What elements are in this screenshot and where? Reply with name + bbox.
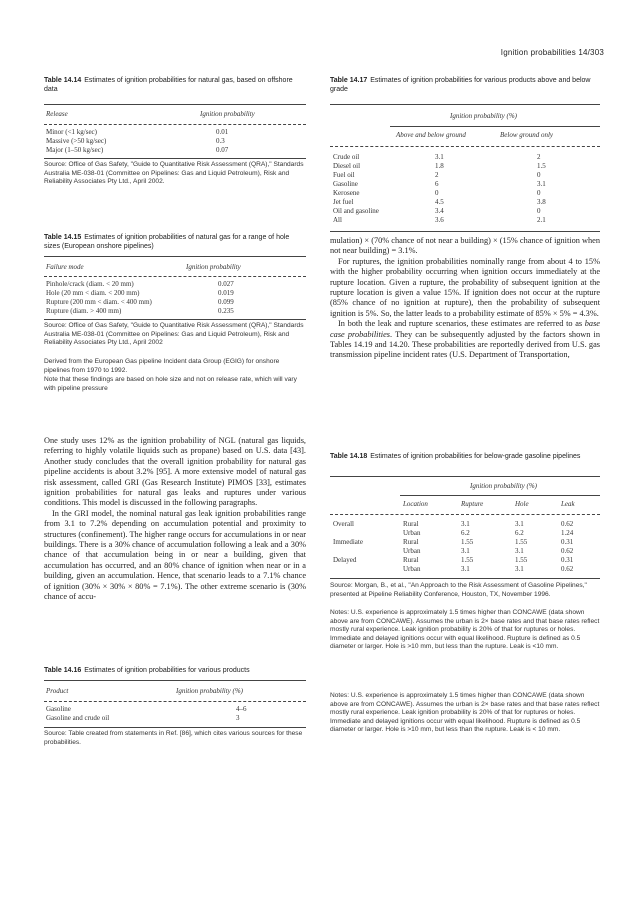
table-rule bbox=[44, 124, 306, 125]
table-label: Table 14.18 bbox=[330, 453, 368, 460]
col-header-ignition-probability: Ignition probability (%) bbox=[176, 687, 244, 695]
caption-text: Estimates of ignition probabilities for various products bbox=[84, 667, 250, 674]
table-row: Overall Rural 3.1 3.1 0.62 bbox=[333, 520, 574, 528]
table-rule bbox=[330, 104, 600, 105]
table-row: Oil and gasoline 3.4 0 bbox=[333, 207, 541, 215]
caption-text: Estimates of ignition probabilities of natural gas for a range of hole sizes (European onshore pipelines) bbox=[44, 234, 290, 250]
table-row: Gasoline 6 3.1 bbox=[333, 180, 546, 188]
col-header-failure-mode: Failure mode bbox=[46, 263, 84, 271]
table-14-18-header bbox=[333, 500, 595, 508]
table-row: Urban 3.1 3.1 0.62 bbox=[403, 547, 574, 555]
col-header-release: Release bbox=[46, 110, 68, 118]
table-row: Immediate Rural 1.55 1.55 0.31 bbox=[333, 538, 574, 546]
paragraph: For ruptures, the ignition probabilities nominally range from about 4 to 15% with the higher probability occurring when ignition occurs immediately at the rupture location. Given a rupture, the probability of subsequent ignition at the rupture location is given a value 15%. If ignition does not occur at the rupture (85% chance of no ignition at rupture), then the probability of subsequent ignition is 5%. So, the latter leads to a probability estimate of 85% × 5% = 4.3%. bbox=[330, 256, 600, 318]
table-14-18-source: Source: Morgan, B., et al., "An Approach to the Risk Assessment of Gasoline Pipelines," presented at Pipeline Reliability Conference, Houston, TX, November 1996. bbox=[330, 582, 587, 598]
table-rule bbox=[330, 578, 600, 579]
table-row: All 3.6 2.1 bbox=[333, 216, 546, 224]
col-header-rupture: Rupture bbox=[461, 500, 484, 508]
table-row: Gasoline and crude oil 3 bbox=[46, 714, 240, 722]
table-14-14 bbox=[46, 128, 286, 155]
running-head: Ignition probabilities 14/303 bbox=[500, 48, 604, 57]
table-rule bbox=[330, 476, 600, 477]
table-row: Rupture (200 mm < diam. < 400 mm) 0.099 bbox=[46, 298, 234, 306]
table-rule bbox=[44, 701, 306, 702]
table-rule bbox=[44, 158, 306, 159]
col-header-ignition-probability: Ignition probability bbox=[186, 263, 241, 271]
table-rule bbox=[44, 104, 306, 105]
table-header-row bbox=[333, 500, 595, 508]
table-rule bbox=[330, 514, 600, 515]
table-row: Major (1–50 kg/sec) 0.07 bbox=[46, 146, 229, 154]
col-header-below-only: Below ground only bbox=[500, 131, 554, 139]
table-row: Urban 3.1 3.1 0.62 bbox=[403, 565, 574, 573]
table-label: Table 14.17 bbox=[330, 77, 368, 84]
table-row: Hole (20 mm < diam. < 200 mm) 0.019 bbox=[46, 289, 234, 297]
table-label: Table 14.16 bbox=[44, 667, 82, 674]
table-rule bbox=[44, 680, 306, 681]
table-row: Delayed Rural 1.55 1.55 0.31 bbox=[333, 556, 574, 564]
table-row: Fuel oil 2 0 bbox=[333, 171, 541, 179]
table-14-15-source: Source: Office of Gas Safety, "Guide to Quantitative Risk Assessment (QRA)," Standards Australia ME-038-01 (Committee on Pipelines: Gas and Liquid Petroleum), Risk and Reliability Associates Pty Ltd., April 2002 bbox=[44, 322, 304, 347]
table-14-16-source: Source: Table created from statements in Ref. [86], which cites various sources for these probabilities. bbox=[44, 730, 303, 746]
col-header-product: Product bbox=[46, 687, 69, 695]
table-rule bbox=[44, 276, 306, 277]
table-rule bbox=[330, 146, 600, 147]
col-header-location: Location bbox=[403, 500, 428, 508]
table-14-17 bbox=[333, 153, 593, 225]
group-header-ignition-probability: Ignition probability (%) bbox=[450, 112, 518, 120]
table-14-18 bbox=[333, 520, 595, 574]
table-rule bbox=[44, 319, 306, 320]
paragraph: mulation) × (70% chance of not near a building) × (15% chance of ignition when not near building) = 3.1%. bbox=[330, 236, 600, 256]
col-header-hole: Hole bbox=[515, 500, 529, 508]
table-14-18-caption bbox=[330, 452, 600, 461]
table-rule bbox=[44, 727, 306, 728]
table-row: Pinhole/crack (diam. < 20 mm) 0.027 bbox=[46, 280, 234, 288]
table-14-14-caption bbox=[44, 76, 306, 94]
table-14-14-source: Source: Office of Gas Safety, "Guide to Quantitative Risk Assessment (QRA)," Standards Australia ME-038-01 (Committee on Pipelines: Gas and Liquid Petroleum), Risk and Reliability Associates Pty Ltd., April 2002. bbox=[44, 161, 304, 186]
table-row: Crude oil 3.1 2 bbox=[333, 153, 541, 161]
table-row: Jet fuel 4.5 3.8 bbox=[333, 198, 546, 206]
right-body-text bbox=[330, 236, 600, 361]
table-14-15-note: Note that these findings are based on hole size and not on release rate, which will vary with pipeline pressure bbox=[44, 376, 297, 392]
col-header-leak: Leak bbox=[561, 500, 575, 508]
table-14-18-notes: Notes: U.S. experience is approximately 1.5 times higher than CONCAWE (data shown above are from CONCAWE). Assumes the urban is 2× base rates and that base rates reflect mostly rural experience. Leak ignition probability is 20% of that for ruptures or holes. Immediate and delayed ignitions occur with equal likelihood. Rupture is defined as 0.5 diameter or larger. Hole is >10 mm, but less than the rupture. Leak is < 10 mm. bbox=[330, 692, 600, 734]
table-row: Kerosene 0 0 bbox=[333, 189, 541, 197]
caption-text: Estimates of ignition probabilities for below-grade gasoline pipelines bbox=[370, 453, 581, 460]
table-rule bbox=[330, 231, 600, 232]
table-label: Table 14.15 bbox=[44, 234, 82, 241]
table-rule bbox=[44, 256, 306, 257]
paragraph: In the GRI model, the nominal natural gas leak ignition probabilities range from 3.1 to 7.2% depending on accumulation potential and proximity to structures (confinement). The higher range occurs for accumulations in or near buildings. There is a 30% chance of accumulation following a leak and a 30% chance of that accumulation being in or near a building, given that accumulation has occurred, and an 80% chance of ignition when near or in a building, given an accumulation. Hence, that scenario leads to a 7.1% chance of ignition (30% × 30% × 80% = 7.1%). The other extreme scenario is (30% chance of accu- bbox=[44, 508, 306, 602]
table-14-15-note: Derived from the European Gas pipeline Incident data Group (EGIG) for onshore pipelines from 1970 to 1992. bbox=[44, 358, 280, 374]
table-row: Rupture (diam. > 400 mm) 0.235 bbox=[46, 307, 234, 315]
caption-text: Estimates of ignition probabilities for various products above and below grade bbox=[330, 77, 591, 93]
table-rule bbox=[390, 126, 600, 127]
table-label: Table 14.14 bbox=[44, 77, 82, 84]
table-row: Gasoline 4–6 bbox=[46, 705, 247, 713]
table-14-18-notes: Notes: U.S. experience is approximately 1.5 times higher than CONCAWE (data shown above are from CONCAWE). Assumes the urban is 2× base rates and that base rates reflect mostly rural experience. Leak ignition probability is 20% of that for ruptures or holes. Immediate and delayed ignitions occur with equal likelihood. Rupture is defined as 0.5 diameter or larger. Hole is >10 mm, but less than the rupture. Leak is <10 mm. bbox=[330, 609, 600, 651]
paragraph: In both the leak and rupture scenarios, these estimates are referred to as base case probabilities. They can be subsequently adjusted by the factors shown in Tables 14.19 and 14.20. These probabilities are reportedly derived from U.S. gas transmission pipeline incident rates (U.S. Department of Transportation, bbox=[330, 319, 600, 360]
table-14-16-caption bbox=[44, 666, 306, 675]
table-14-15-caption bbox=[44, 233, 306, 251]
group-header-ignition-probability: Ignition probability (%) bbox=[470, 482, 538, 490]
col-header-ignition-probability: Ignition probability bbox=[200, 110, 255, 118]
table-rule bbox=[400, 495, 600, 496]
col-header-above-and-below: Above and below ground bbox=[396, 131, 466, 139]
left-body-text bbox=[44, 436, 306, 603]
table-row: Minor (<1 kg/sec) 0.01 bbox=[46, 128, 229, 136]
table-14-15 bbox=[46, 280, 286, 316]
table-row: Massive (>50 kg/sec) 0.3 bbox=[46, 137, 225, 145]
table-14-16 bbox=[46, 705, 286, 723]
table-row: Diesel oil 1.8 1.5 bbox=[333, 162, 546, 170]
table-14-17-caption bbox=[330, 76, 600, 94]
caption-text: Estimates of ignition probabilities for natural gas, based on offshore data bbox=[44, 77, 293, 93]
paragraph: One study uses 12% as the ignition probability of NGL (natural gas liquids, referring to highly volatile liquids such as propane) based on U.S. data [43]. Another study concludes that the overall ignition probability for natural gas pipeline accidents is about 3.2% [95]. A more extensive model of natural gas risk assessment, called GRI (Gas Research Institute) PIMOS [33], estimates ignition probabilities for natural gas leaks and ruptures under various conditions. This model is discussed in the following paragraphs. bbox=[44, 436, 306, 508]
table-row: Urban 6.2 6.2 1.24 bbox=[403, 529, 574, 537]
